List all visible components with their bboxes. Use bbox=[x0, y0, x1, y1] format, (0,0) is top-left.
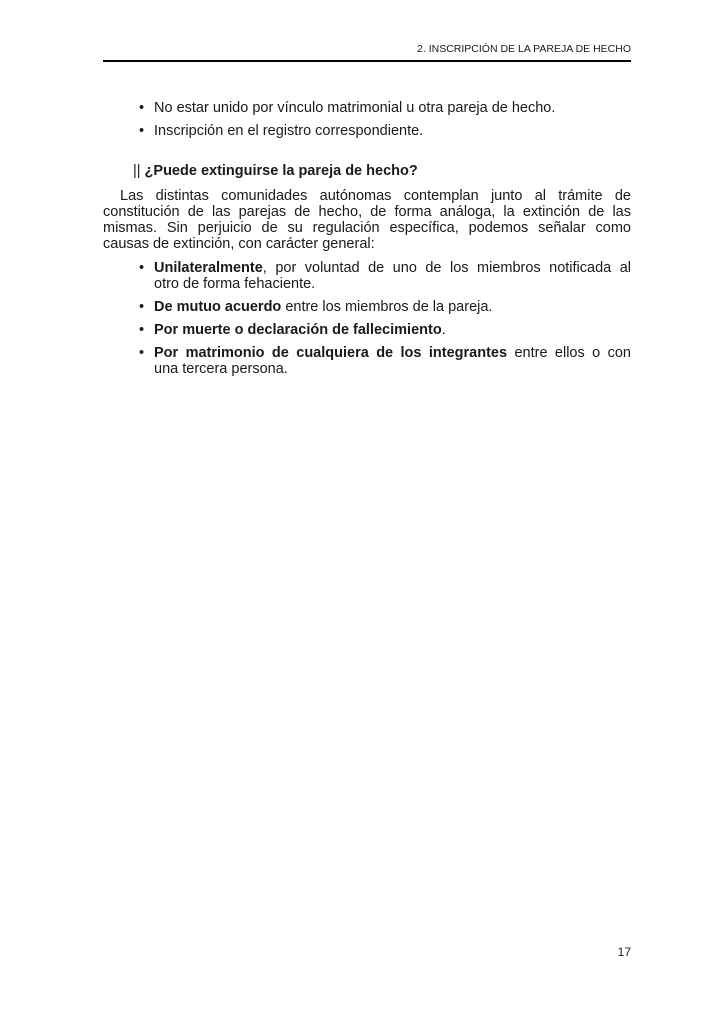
item-text: entre ellos o con bbox=[507, 345, 631, 361]
list-item: No estar unido por vínculo matrimonial u otra pareja de hecho. bbox=[154, 100, 556, 116]
list-item bbox=[154, 260, 631, 276]
heading-marker: || bbox=[133, 163, 141, 179]
list-item-continuation: otro de forma fehaciente. bbox=[154, 276, 316, 292]
list-item bbox=[154, 322, 446, 338]
bold-term: Por matrimonio de cualquiera de los integrantes bbox=[154, 345, 508, 361]
header-rule bbox=[103, 60, 631, 62]
bullet-dot: • bbox=[139, 123, 145, 139]
bullet-dot: • bbox=[139, 322, 145, 338]
heading-text: ¿Puede extinguirse la pareja de hecho? bbox=[144, 163, 418, 179]
list-item bbox=[154, 345, 631, 361]
paragraph-line: mismas. Sin perjuicio de su regulación específica, podemos señalar como bbox=[103, 220, 631, 236]
item-text: , por voluntad de uno de los miembros notificada al bbox=[262, 260, 631, 276]
paragraph-line: Las distintas comunidades autónomas contemplan junto al trámite de bbox=[120, 188, 631, 204]
section-heading bbox=[133, 163, 418, 179]
paragraph-line: causas de extinción, con carácter general: bbox=[103, 236, 375, 252]
list-item bbox=[154, 299, 492, 315]
item-text: entre los miembros de la pareja. bbox=[281, 299, 493, 315]
paragraph-line: constitución de las parejas de hecho, de forma análoga, la extinción de las bbox=[103, 204, 631, 220]
bold-term: De mutuo acuerdo bbox=[154, 299, 282, 315]
bullet-dot: • bbox=[139, 299, 145, 315]
bullet-dot: • bbox=[139, 100, 145, 116]
bold-term: Unilateralmente bbox=[154, 260, 263, 276]
bold-term: Por muerte o declaración de fallecimiento bbox=[154, 322, 442, 338]
bullet-dot: • bbox=[139, 260, 145, 276]
page-number: 17 bbox=[617, 945, 631, 959]
list-item-continuation: una tercera persona. bbox=[154, 361, 288, 377]
list-item: Inscripción en el registro correspondiente. bbox=[154, 123, 424, 139]
bullet-dot: • bbox=[139, 345, 145, 361]
running-header: 2. INSCRIPCIÓN DE LA PAREJA DE HECHO bbox=[417, 43, 631, 55]
item-text: . bbox=[441, 322, 446, 338]
